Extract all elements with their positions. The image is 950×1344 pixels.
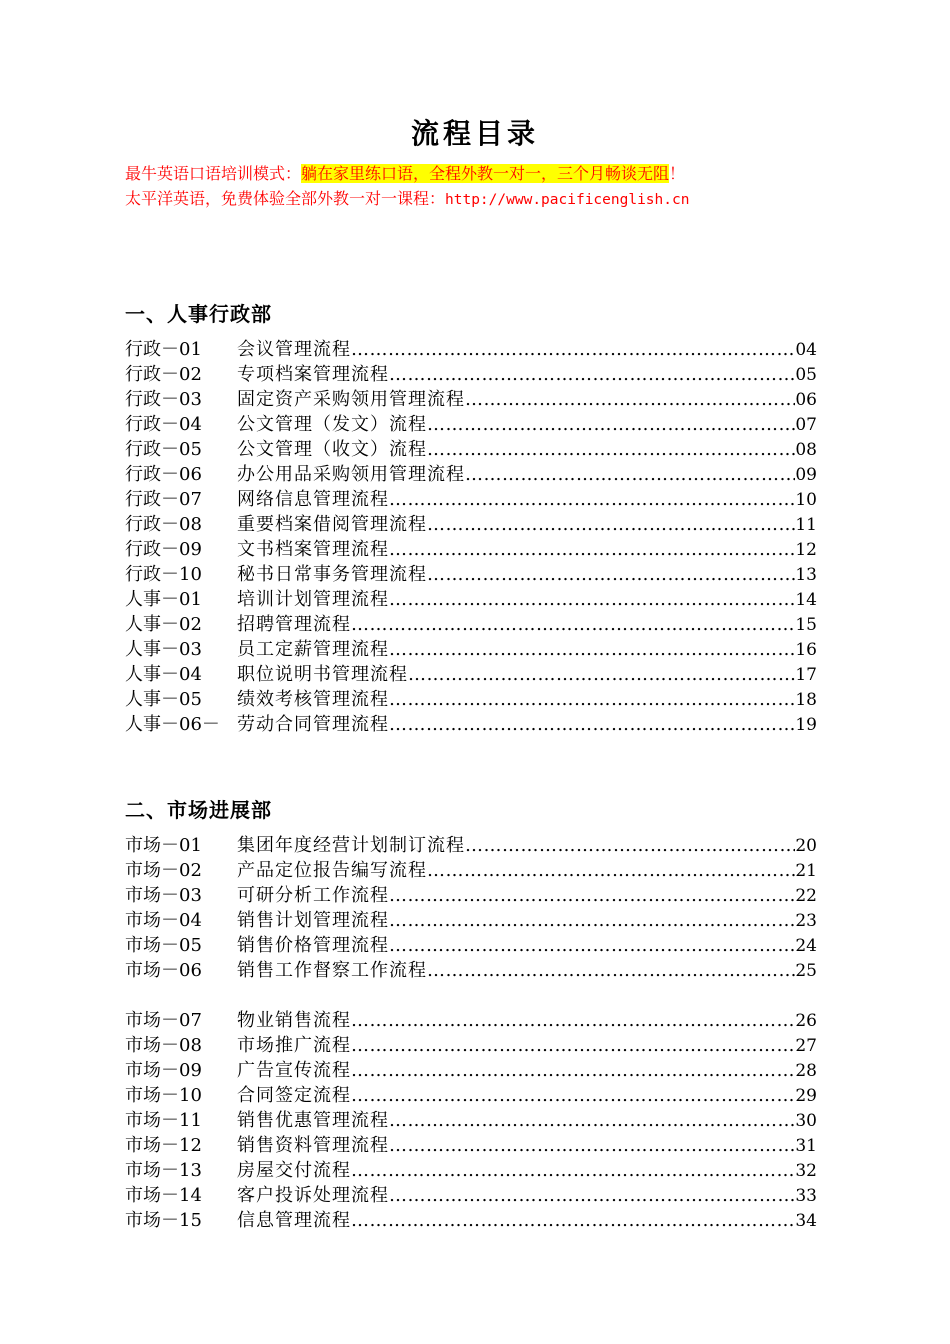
page-title: 流程目录 <box>410 117 539 150</box>
toc-entry-page: 09 <box>795 465 817 485</box>
toc-entry-page: 04 <box>795 340 817 360</box>
toc-entry[interactable] <box>125 562 817 587</box>
toc-entry-code: 市场－13 <box>125 1160 202 1181</box>
toc-entry-name: 会议管理流程 <box>237 339 351 360</box>
toc-entry-name: 销售优惠管理流程 <box>237 1110 389 1131</box>
toc-entry-code: 市场－11 <box>125 1110 202 1131</box>
toc-entry-name: 销售计划管理流程 <box>237 910 389 931</box>
toc-entry[interactable] <box>125 1108 817 1133</box>
toc-entry[interactable] <box>125 712 817 737</box>
toc-entry-code: 市场－01 <box>125 835 202 856</box>
toc-entry[interactable] <box>125 1033 817 1058</box>
toc-entry-page: 07 <box>795 415 817 435</box>
toc-entry[interactable] <box>125 637 817 662</box>
toc-list-market <box>125 833 817 983</box>
toc-entry-leader <box>351 1158 795 1183</box>
toc-entry-page: 22 <box>795 886 817 906</box>
toc-entry-leader <box>389 687 795 712</box>
toc-entry-code: 市场－02 <box>125 860 202 881</box>
promo-url-link[interactable]: http://www.pacificenglish.cn <box>445 192 690 208</box>
toc-entry-page: 13 <box>795 565 817 585</box>
toc-entry-name: 销售价格管理流程 <box>237 935 389 956</box>
promo-line-1-tail: ！ <box>669 164 686 183</box>
toc-entry-leader <box>389 883 795 908</box>
toc-entry[interactable] <box>125 933 817 958</box>
toc-entry-leader <box>351 1208 795 1233</box>
toc-entry[interactable] <box>125 362 817 387</box>
toc-entry-page: 10 <box>795 490 817 510</box>
toc-entry-name: 培训计划管理流程 <box>237 589 389 610</box>
toc-entry-page: 05 <box>795 365 817 385</box>
toc-entry[interactable] <box>125 337 817 362</box>
toc-entry-code: 市场－06 <box>125 960 202 981</box>
toc-entry-page: 15 <box>795 615 817 635</box>
promo-line-1-lead: 最牛英语口语培训模式： <box>125 164 302 183</box>
toc-entry-name: 集团年度经营计划制订流程 <box>237 835 465 856</box>
toc-entry[interactable] <box>125 1208 817 1233</box>
toc-entry-page: 34 <box>795 1211 817 1231</box>
toc-entry-leader <box>351 612 795 637</box>
toc-entry-page: 08 <box>795 440 817 460</box>
toc-entry-page: 23 <box>795 911 817 931</box>
toc-entry-name: 信息管理流程 <box>237 1210 351 1231</box>
toc-entry-code: 人事－04 <box>125 664 202 685</box>
toc-entry-code: 市场－15 <box>125 1210 202 1231</box>
toc-entry-code: 市场－03 <box>125 885 202 906</box>
toc-entry[interactable] <box>125 612 817 637</box>
toc-entry-code: 行政－01 <box>125 339 202 360</box>
toc-entry-leader <box>427 858 795 883</box>
toc-entry-code: 行政－09 <box>125 539 202 560</box>
toc-entry-name: 公文管理（收文）流程 <box>237 439 427 460</box>
toc-entry[interactable] <box>125 412 817 437</box>
toc-entry-code: 市场－09 <box>125 1060 202 1081</box>
toc-entry[interactable] <box>125 437 817 462</box>
toc-entry-name: 销售工作督察工作流程 <box>237 960 427 981</box>
toc-entry-name: 重要档案借阅管理流程 <box>237 514 427 535</box>
toc-entry-code: 人事－05 <box>125 689 202 710</box>
toc-entry-leader <box>351 1008 795 1033</box>
toc-entry[interactable] <box>125 833 817 858</box>
toc-list-market-continued <box>125 1008 817 1233</box>
toc-entry-leader <box>389 487 795 512</box>
toc-entry-code: 行政－06 <box>125 464 202 485</box>
toc-entry-code: 行政－05 <box>125 439 202 460</box>
section-title-market: 二、市场进展部 <box>125 798 272 822</box>
toc-entry-leader <box>389 1108 795 1133</box>
toc-entry-name: 固定资产采购领用管理流程 <box>237 389 465 410</box>
toc-entry-name: 绩效考核管理流程 <box>237 689 389 710</box>
toc-entry-leader <box>465 462 795 487</box>
toc-entry-leader <box>389 587 795 612</box>
toc-entry-page: 18 <box>795 690 817 710</box>
promo-line-2 <box>125 188 689 211</box>
toc-entry-leader <box>389 1133 795 1158</box>
toc-entry-leader <box>351 1058 795 1083</box>
toc-entry-leader <box>427 412 795 437</box>
toc-entry[interactable] <box>125 1133 817 1158</box>
toc-entry-name: 劳动合同管理流程 <box>237 714 389 735</box>
toc-entry-name: 职位说明书管理流程 <box>237 664 408 685</box>
toc-entry-leader <box>389 908 795 933</box>
toc-entry[interactable] <box>125 858 817 883</box>
toc-entry-name: 文书档案管理流程 <box>237 539 389 560</box>
toc-entry-code: 行政－03 <box>125 389 202 410</box>
toc-entry[interactable] <box>125 1008 817 1033</box>
toc-entry-name: 销售资料管理流程 <box>237 1135 389 1156</box>
toc-list-admin <box>125 337 817 737</box>
toc-entry-code: 行政－04 <box>125 414 202 435</box>
toc-entry-page: 12 <box>795 540 817 560</box>
toc-entry-code: 人事－03 <box>125 639 202 660</box>
toc-entry[interactable] <box>125 958 817 983</box>
toc-entry-code: 市场－04 <box>125 910 202 931</box>
toc-entry-name: 广告宣传流程 <box>237 1060 351 1081</box>
toc-entry-page: 17 <box>795 665 817 685</box>
toc-entry[interactable] <box>125 883 817 908</box>
toc-entry-code: 市场－07 <box>125 1010 202 1031</box>
toc-entry-page: 11 <box>795 515 817 535</box>
toc-entry-code: 市场－14 <box>125 1185 202 1206</box>
section-title-admin: 一、人事行政部 <box>125 302 272 326</box>
toc-entry-leader <box>389 362 795 387</box>
toc-entry-code: 人事－06－ <box>125 714 220 735</box>
toc-entry-page: 31 <box>795 1136 817 1156</box>
toc-entry-name: 员工定薪管理流程 <box>237 639 389 660</box>
toc-entry[interactable] <box>125 1083 817 1108</box>
toc-entry-page: 24 <box>795 936 817 956</box>
promo-line-2-text: 太平洋英语，免费体验全部外教一对一课程： <box>125 189 446 208</box>
toc-entry[interactable] <box>125 1058 817 1083</box>
toc-entry-code: 行政－02 <box>125 364 202 385</box>
toc-entry-name: 房屋交付流程 <box>237 1160 351 1181</box>
toc-entry-leader <box>427 512 795 537</box>
toc-entry[interactable] <box>125 687 817 712</box>
toc-entry-code: 行政－10 <box>125 564 202 585</box>
toc-entry-leader <box>389 712 795 737</box>
toc-entry[interactable] <box>125 662 817 687</box>
promo-line-1 <box>125 163 685 185</box>
toc-entry-page: 30 <box>795 1111 817 1131</box>
toc-entry[interactable] <box>125 537 817 562</box>
toc-entry[interactable] <box>125 462 817 487</box>
toc-entry-page: 14 <box>795 590 817 610</box>
toc-entry-leader <box>389 537 795 562</box>
toc-entry[interactable] <box>125 487 817 512</box>
toc-entry-page: 06 <box>795 390 817 410</box>
toc-entry-name: 市场推广流程 <box>237 1035 351 1056</box>
toc-entry[interactable] <box>125 1183 817 1208</box>
toc-entry-page: 32 <box>795 1161 817 1181</box>
toc-entry-leader <box>427 562 795 587</box>
toc-entry-leader <box>408 662 795 687</box>
toc-entry-code: 市场－08 <box>125 1035 202 1056</box>
toc-entry-name: 合同签定流程 <box>237 1085 351 1106</box>
toc-entry-name: 产品定位报告编写流程 <box>237 860 427 881</box>
toc-entry-leader <box>427 437 795 462</box>
toc-entry-page: 33 <box>795 1186 817 1206</box>
toc-entry-name: 网络信息管理流程 <box>237 489 389 510</box>
toc-entry-page: 26 <box>795 1011 817 1031</box>
toc-entry-leader <box>351 1033 795 1058</box>
toc-entry-name: 物业销售流程 <box>237 1010 351 1031</box>
toc-entry-leader <box>351 1083 795 1108</box>
toc-entry-code: 市场－05 <box>125 935 202 956</box>
toc-entry-name: 客户投诉处理流程 <box>237 1185 389 1206</box>
toc-entry-page: 29 <box>795 1086 817 1106</box>
toc-entry-code: 市场－12 <box>125 1135 202 1156</box>
toc-entry-leader <box>389 1183 795 1208</box>
toc-entry-leader <box>351 337 795 362</box>
toc-entry-code: 人事－01 <box>125 589 202 610</box>
toc-entry-leader <box>465 833 795 858</box>
toc-entry-code: 行政－07 <box>125 489 202 510</box>
toc-entry-leader <box>465 387 795 412</box>
toc-entry-name: 公文管理（发文）流程 <box>237 414 427 435</box>
toc-entry[interactable] <box>125 908 817 933</box>
toc-entry[interactable] <box>125 387 817 412</box>
toc-entry-name: 可研分析工作流程 <box>237 885 389 906</box>
toc-entry-name: 专项档案管理流程 <box>237 364 389 385</box>
toc-entry-name: 办公用品采购领用管理流程 <box>237 464 465 485</box>
toc-entry-name: 招聘管理流程 <box>237 614 351 635</box>
toc-entry-leader <box>389 933 795 958</box>
toc-entry-code: 市场－10 <box>125 1085 202 1106</box>
toc-entry-page: 20 <box>795 836 817 856</box>
toc-entry-page: 25 <box>795 961 817 981</box>
toc-entry-leader <box>427 958 795 983</box>
toc-entry-code: 行政－08 <box>125 514 202 535</box>
toc-entry-leader <box>389 637 795 662</box>
toc-entry[interactable] <box>125 587 817 612</box>
toc-entry[interactable] <box>125 1158 817 1183</box>
toc-entry-code: 人事－02 <box>125 614 202 635</box>
toc-entry-page: 27 <box>795 1036 817 1056</box>
toc-entry-name: 秘书日常事务管理流程 <box>237 564 427 585</box>
toc-entry[interactable] <box>125 512 817 537</box>
toc-entry-page: 16 <box>795 640 817 660</box>
toc-entry-page: 28 <box>795 1061 817 1081</box>
toc-entry-page: 21 <box>795 861 817 881</box>
promo-line-1-highlight: 躺在家里练口语，全程外教一对一，三个月畅谈无阻 <box>301 164 670 183</box>
toc-entry-page: 19 <box>795 715 817 735</box>
